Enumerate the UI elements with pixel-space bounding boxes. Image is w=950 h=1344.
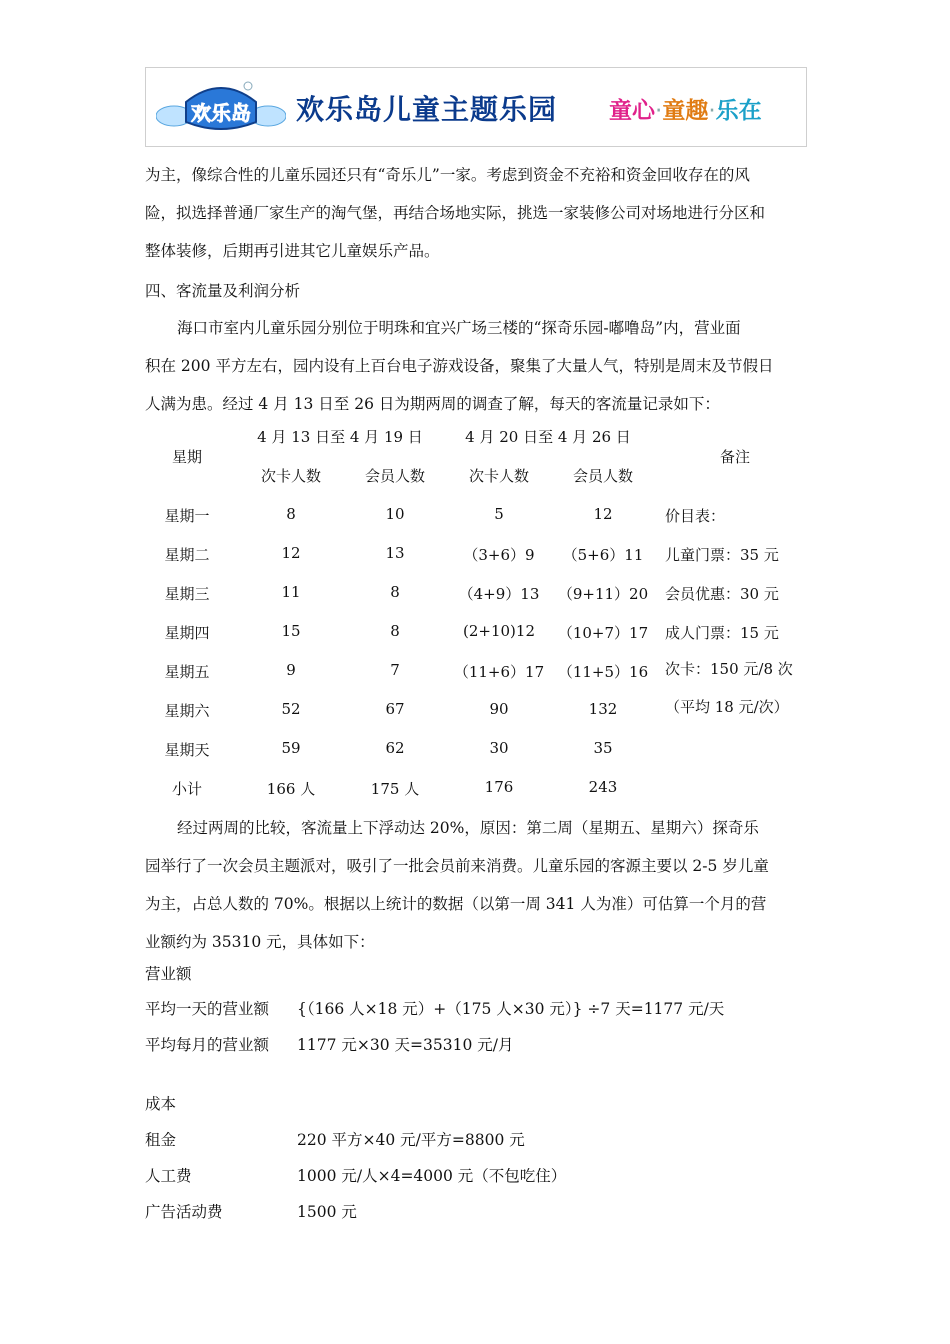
table-cell: 8 [390,583,400,601]
rent-label: 租金 [145,1131,177,1149]
table-cell: （11+5）16 [557,663,649,681]
monthly-revenue-label: 平均每月的营业额 [145,1036,270,1054]
table-cell: （3+6）9 [463,546,535,564]
slogan-part-2: 童趣 [662,98,709,124]
table-cell: 9 [286,661,296,679]
paragraph-line: 人满为患。经过 4 月 13 日至 26 日为期两周的调查了解，每天的客流量记录如下： [145,395,720,413]
table-cell: 15 [281,622,301,640]
table-cell-day: 星期二 [164,546,210,564]
table-cell: 12 [281,544,301,562]
paragraph-line: 业额约为 35310 元，具体如下： [145,933,375,951]
labor-label: 人工费 [145,1167,192,1185]
subheader-card-week1: 次卡人数 [260,467,321,485]
table-cell: 59 [281,739,301,757]
subheader-member-week1: 会员人数 [364,467,425,485]
table-cell-subtotal: 176 [484,778,514,796]
paragraph-line: 经过两周的比较，客流量上下浮动达 20%，原因：第二周（星期五、星期六）探奇乐 [177,819,759,837]
slogan-part-3: 乐在 [715,98,762,124]
table-cell: 67 [385,700,405,718]
table-cell: 11 [281,583,301,601]
price-note: 价目表： [665,507,726,525]
table-cell: 8 [286,505,296,523]
survey-paragraph [145,309,808,423]
table-cell-subtotal: 175 人 [370,780,420,798]
table-cell: 35 [593,739,613,757]
paragraph-line: 为主，占总人数的 70%。根据以上统计的数据（以第一周 341 人为准）可估算一个月的营 [145,895,767,913]
park-logo [156,72,286,144]
paragraph-line: 海口市室内儿童乐园分别位于明珠和宜兴广场三楼的“探奇乐园-嘟噜岛”内，营业面 [177,319,741,337]
logo-text: 欢乐岛 [191,101,251,125]
price-note: 次卡：150 元/8 次 [665,660,793,678]
table-cell: （4+9）13 [458,585,540,603]
labor-value: 1000 元/人×4=4000 元（不包吃住） [297,1167,567,1185]
intro-paragraph [145,156,808,270]
header-week2: 4 月 20 日至 4 月 26 日 [465,428,631,446]
rent-value: 220 平方×40 元/平方=8800 元 [297,1131,525,1149]
slogan-separator: · [655,98,663,124]
price-note: （平均 18 元/次） [665,698,789,716]
table-cell: （10+7）17 [557,624,649,642]
table-cell-day: 星期四 [164,624,210,642]
daily-revenue-value: {（166 人×18 元）+（175 人×30 元）} ÷7 天=1177 元/天 [297,1000,725,1018]
table-cell: 62 [385,739,405,757]
table-cell-day: 星期五 [164,663,210,681]
cost-heading: 成本 [145,1095,177,1113]
table-cell-day: 星期六 [164,702,210,720]
ad-cost-label: 广告活动费 [145,1203,223,1221]
table-cell: 90 [489,700,509,718]
paragraph-line: 为主，像综合性的儿童乐园还只有“奇乐儿”一家。考虑到资金不充裕和资金回收存在的风 [145,166,750,184]
table-cell: 132 [588,700,618,718]
header-note: 备注 [719,448,750,466]
price-note: 成人门票：15 元 [665,624,779,642]
table-cell-day: 星期天 [164,741,210,759]
revenue-heading: 营业额 [145,965,192,983]
ad-cost-value: 1500 元 [297,1203,357,1221]
price-note: 会员优惠：30 元 [665,585,779,603]
table-cell: 8 [390,622,400,640]
price-note: 儿童门票：35 元 [665,546,779,564]
table-cell: （11+6）17 [453,663,545,681]
table-cell: 52 [281,700,301,718]
table-cell: 7 [390,661,400,679]
header-day: 星期 [171,448,202,466]
park-slogan [609,92,762,125]
slogan-separator: · [708,98,716,124]
table-cell-day: 星期一 [164,507,210,525]
header-banner [145,67,807,147]
paragraph-line: 整体装修，后期再引进其它儿童娱乐产品。 [145,242,440,260]
table-cell: 12 [593,505,613,523]
table-cell-subtotal: 243 [588,778,618,796]
table-cell: （5+6）11 [562,546,644,564]
table-cell: 13 [385,544,405,562]
daily-revenue-label: 平均一天的营业额 [145,1000,270,1018]
table-cell-day: 小计 [171,780,202,798]
header-week1: 4 月 13 日至 4 月 19 日 [257,428,423,446]
analysis-paragraph [145,809,808,961]
subheader-member-week2: 会员人数 [572,467,633,485]
table-cell: 5 [494,505,504,523]
table-cell: 10 [385,505,405,523]
park-title: 欢乐岛儿童主题乐园 [296,93,558,126]
table-cell: （9+11）20 [557,585,649,603]
table-cell-subtotal: 166 人 [266,780,316,798]
paragraph-line: 积在 200 平方左右，园内设有上百台电子游戏设备，聚集了大量人气，特别是周末及节假日 [145,357,774,375]
paragraph-line: 险，拟选择普通厂家生产的淘气堡，再结合场地实际，挑选一家装修公司对场地进行分区和 [145,204,766,222]
table-cell: 30 [489,739,509,757]
section-heading: 四、客流量及利润分析 [145,282,301,300]
paragraph-line: 园举行了一次会员主题派对，吸引了一批会员前来消费。儿童乐园的客源主要以 2-5 岁儿童 [145,857,769,875]
monthly-revenue-value: 1177 元×30 天=35310 元/月 [297,1036,514,1054]
winged-island-logo-icon [156,72,286,144]
subheader-card-week2: 次卡人数 [468,467,529,485]
slogan-part-1: 童心 [609,98,655,124]
table-cell-day: 星期三 [164,585,210,603]
table-cell: (2+10)12 [463,622,535,640]
